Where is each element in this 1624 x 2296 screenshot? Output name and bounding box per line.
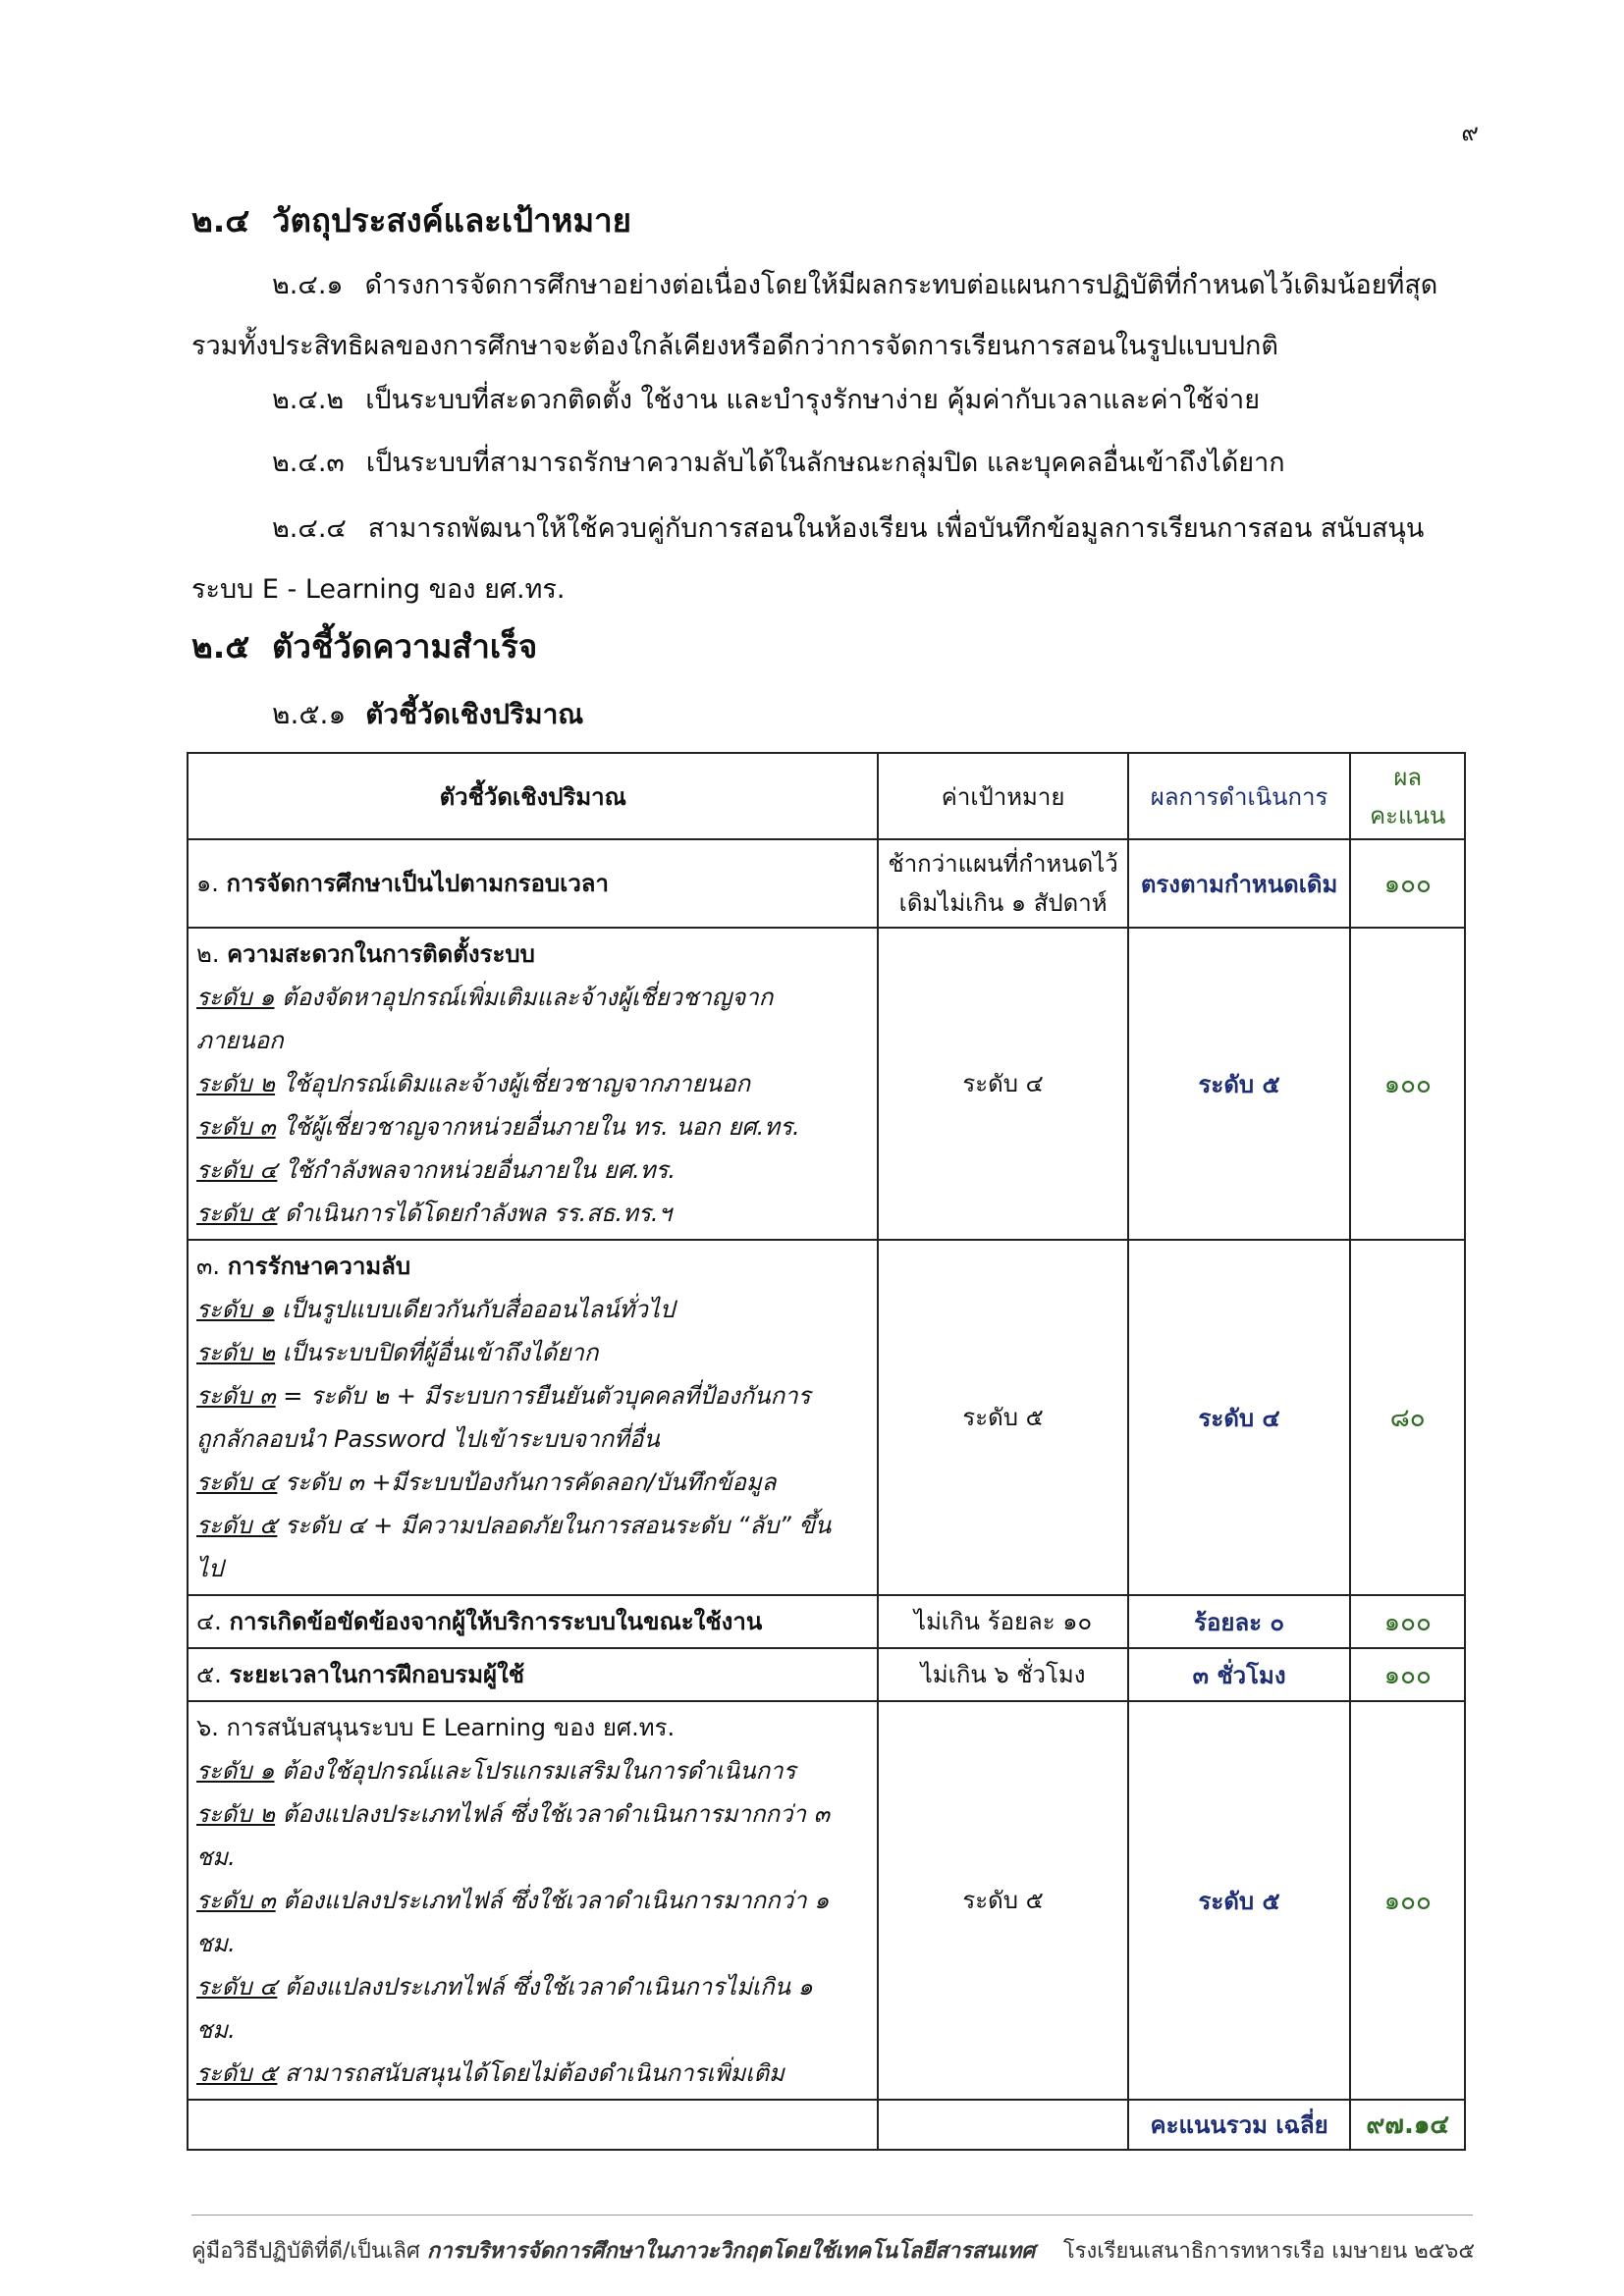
target-cell: ไม่เกิน ๖ ชั่วโมง [878, 1648, 1127, 1701]
level-label: ระดับ ๔ [196, 1156, 278, 1184]
level-line [196, 1749, 869, 1792]
item-text: เป็นระบบที่สามารถรักษาความลับได้ในลักษณะกลุ่มปิด และบุคคลอื่นเข้าถึงได้ยาก [365, 448, 1285, 478]
level-text: เป็นระบบปิดที่ผู้อื่นเข้าถึงได้ยาก [282, 1339, 599, 1366]
table-row [188, 1701, 1465, 2100]
level-label: ระดับ ๒ [196, 1339, 276, 1366]
target-line: ช้ากว่าแผนที่กำหนดไว้ [888, 850, 1118, 878]
level-line-cont: ชม. [196, 1930, 236, 1957]
item-text: ดำรงการจัดการศึกษาอย่างต่อเนื่องโดยให้มีผลกระทบต่อแผนการปฏิบัติที่กำหนดไว้เดิมน้อยที่สุด [364, 270, 1438, 300]
target-cell: ระดับ ๔ [878, 928, 1127, 1240]
footer-right: โรงเรียนเสนาธิการทหารเรือ เมษายน ๒๕๖๕ [1062, 2239, 1475, 2264]
section-number: ๒.๕ [191, 627, 250, 666]
level-label: ระดับ ๔ [196, 1468, 278, 1496]
result-cell: ระดับ ๕ [1128, 928, 1351, 1240]
score-cell: ๑๐๐ [1350, 839, 1465, 928]
header-result: ผลการดำเนินการ [1128, 753, 1351, 839]
total-score: ๙๗.๑๔ [1350, 2100, 1465, 2150]
level-label: ระดับ ๓ [196, 1382, 276, 1410]
total-label: คะแนนรวม เฉลี่ย [1128, 2100, 1351, 2150]
indicator-number: ๑. [196, 870, 219, 897]
indicator-cell [188, 1240, 878, 1595]
level-line [196, 1461, 869, 1504]
level-label: ระดับ ๔ [196, 1973, 278, 2001]
level-line [196, 1105, 869, 1148]
level-label: ระดับ ๒ [196, 1070, 276, 1097]
level-label: ระดับ ๕ [196, 1200, 278, 1227]
level-text: ใช้ผู้เชี่ยวชาญจากหน่วยอื่นภายใน ทร. นอก ยศ.ทร. [283, 1113, 800, 1141]
level-text: ต้องแปลงประเภทไฟล์ ซึ่งใช้เวลาดำเนินการมากกว่า ๓ [282, 1800, 831, 1828]
level-line [196, 1192, 869, 1235]
score-cell: ๑๐๐ [1350, 1648, 1465, 1701]
level-label: ระดับ ๓ [196, 1113, 276, 1141]
footer-manual-label: คู่มือวิธีปฏิบัติที่ดี/เป็นเลิศ [191, 2239, 420, 2264]
indicator-number: ๕. [196, 1661, 222, 1688]
score-cell: ๘๐ [1350, 1240, 1465, 1595]
level-text: สามารถสนับสนุนได้โดยไม่ต้องดำเนินการเพิ่มเติม [285, 2059, 785, 2087]
item-text-cont: ระบบ E - Learning ของ ยศ.ทร. [191, 574, 566, 605]
subsection-number: ๒.๕.๑ [272, 698, 347, 730]
objective-2-4-3 [191, 433, 1473, 494]
item-number: ๒.๔.๓ [272, 448, 345, 478]
target-cell [878, 839, 1127, 928]
section-title: วัตถุประสงค์และเป้าหมาย [272, 201, 632, 240]
item-number: ๒.๔.๔ [272, 513, 347, 544]
level-line-cont: ถูกลักลอบนำ Password ไปเข้าระบบจากที่อื่น [196, 1425, 660, 1453]
item-text: เป็นระบบที่สะดวกติดตั้ง ใช้งาน และบำรุงรักษาง่าย คุ้มค่ากับเวลาและค่าใช้จ่าย [365, 385, 1261, 415]
total-row [188, 2100, 1465, 2150]
result-cell: ๓ ชั่วโมง [1128, 1648, 1351, 1701]
level-line-cont: ภายนอก [196, 1027, 284, 1054]
score-cell: ๑๐๐ [1350, 1701, 1465, 2100]
section-heading-2-4 [191, 194, 631, 246]
header-target: ค่าเป้าหมาย [878, 753, 1127, 839]
subsection-heading-2-5-1 [272, 693, 583, 736]
score-cell: ๑๐๐ [1350, 1595, 1465, 1648]
kpi-table [187, 752, 1466, 2151]
level-text: ต้องใช้อุปกรณ์และโปรแกรมเสริมในการดำเนินการ [282, 1757, 796, 1785]
footer-left [191, 2233, 1035, 2268]
item-number: ๒.๔.๒ [272, 385, 345, 415]
objective-2-4-4 [191, 499, 1473, 620]
level-line [196, 1792, 869, 1836]
indicator-cell [188, 1595, 878, 1648]
table-row [188, 839, 1465, 928]
section-title: ตัวชี้วัดความสำเร็จ [272, 627, 538, 666]
page-number: ๙ [1461, 119, 1479, 146]
indicator-number: ๖. [196, 1714, 219, 1741]
level-line [196, 2052, 869, 2095]
indicator-cell [188, 1701, 878, 2100]
level-label: ระดับ ๓ [196, 1887, 276, 1914]
level-text: ใช้อุปกรณ์เดิมและจ้างผู้เชี่ยวชาญจากภายนอก [282, 1070, 751, 1097]
item-text: สามารถพัฒนาให้ใช้ควบคู่กับการสอนในห้องเรียน เพื่อบันทึกข้อมูลการเรียนการสอน สนับสนุน [367, 513, 1425, 544]
objective-2-4-2 [191, 370, 1473, 431]
result-cell: ระดับ ๔ [1128, 1240, 1351, 1595]
header-score: ผลคะแนน [1350, 753, 1465, 839]
target-cell: ระดับ ๕ [878, 1240, 1127, 1595]
level-label: ระดับ ๕ [196, 1512, 278, 1539]
footer-divider [191, 2215, 1473, 2216]
level-text: ต้องแปลงประเภทไฟล์ ซึ่งใช้เวลาดำเนินการมากกว่า ๑ [283, 1887, 830, 1914]
footer-manual-title: การบริหารจัดการศึกษาในภาวะวิกฤตโดยใช้เทคโนโลยีสารสนเทศ [426, 2239, 1036, 2264]
empty-cell [188, 2100, 878, 2150]
level-line [196, 1148, 869, 1192]
level-line [196, 1879, 869, 1922]
level-text: ต้องแปลงประเภทไฟล์ ซึ่งใช้เวลาดำเนินการไม่เกิน ๑ [285, 1973, 813, 2001]
result-cell: ร้อยละ ๐ [1128, 1595, 1351, 1648]
header-indicator: ตัวชี้วัดเชิงปริมาณ [188, 753, 878, 839]
level-line-cont: ไป [196, 1555, 224, 1582]
level-text: เป็นรูปแบบเดียวกันกับสื่อออนไลน์ทั่วไป [282, 1296, 676, 1323]
level-text: ดำเนินการได้โดยกำลังพล รร.สธ.ทร.ฯ [285, 1200, 672, 1227]
indicator-title: การจัดการศึกษาเป็นไปตามกรอบเวลา [226, 870, 609, 897]
table-row [188, 928, 1465, 1240]
level-text: ต้องจัดหาอุปกรณ์เพิ่มเติมและจ้างผู้เชี่ยวชาญจาก [282, 984, 774, 1011]
level-text: ระดับ ๔ + มีความปลอดภัยในการสอนระดับ “ลับ” ขึ้น [285, 1512, 832, 1539]
result-cell: ตรงตามกำหนดเดิม [1128, 839, 1351, 928]
item-text-cont: รวมทั้งประสิทธิผลของการศึกษาจะต้องใกล้เคียงหรือดีกว่าการจัดการเรียนการสอนในรูปแบบปกติ [191, 331, 1278, 361]
indicator-title: การสนับสนุนระบบ E Learning ของ ยศ.ทร. [226, 1714, 676, 1741]
level-line [196, 1374, 869, 1417]
level-line [196, 1965, 869, 2008]
item-number: ๒.๔.๑ [272, 270, 344, 300]
target-line: เดิมไม่เกิน ๑ สัปดาห์ [898, 889, 1108, 917]
empty-cell [878, 2100, 1127, 2150]
indicator-cell [188, 928, 878, 1240]
level-line [196, 1288, 869, 1331]
indicator-cell [188, 839, 878, 928]
indicator-number: ๔. [196, 1608, 222, 1635]
level-line [196, 976, 869, 1019]
level-label: ระดับ ๑ [196, 1296, 275, 1323]
level-line-cont: ชม. [196, 2016, 236, 2044]
indicator-number: ๓. [196, 1253, 221, 1280]
level-line [196, 1331, 869, 1374]
table-row [188, 1240, 1465, 1595]
level-text: ระดับ ๓ +มีระบบป้องกันการคัดลอก/บันทึกข้อมูล [285, 1468, 777, 1496]
level-label: ระดับ ๑ [196, 1757, 275, 1785]
table-row [188, 1595, 1465, 1648]
level-label: ระดับ ๑ [196, 984, 275, 1011]
level-text: = ระดับ ๒ + มีระบบการยืนยันตัวบุคคลที่ป้องกันการ [283, 1382, 811, 1410]
target-cell: ไม่เกิน ร้อยละ ๑๐ [878, 1595, 1127, 1648]
subsection-title: ตัวชี้วัดเชิงปริมาณ [365, 698, 584, 730]
result-cell: ระดับ ๕ [1128, 1701, 1351, 2100]
score-cell: ๑๐๐ [1350, 928, 1465, 1240]
indicator-title: ระยะเวลาในการฝึกอบรมผู้ใช้ [229, 1661, 525, 1688]
indicator-title: การรักษาความลับ [227, 1253, 411, 1280]
indicator-title: การเกิดข้อขัดข้องจากผู้ให้บริการระบบในขณะใช้งาน [229, 1608, 763, 1635]
level-line-cont: ชม. [196, 1843, 236, 1871]
section-heading-2-5 [191, 620, 537, 672]
target-cell: ระดับ ๕ [878, 1701, 1127, 2100]
table-header-row [188, 753, 1465, 839]
indicator-title: ความสะดวกในการติดตั้งระบบ [227, 940, 535, 968]
level-label: ระดับ ๕ [196, 2059, 278, 2087]
indicator-cell [188, 1648, 878, 1701]
level-line [196, 1062, 869, 1105]
indicator-number: ๒. [196, 940, 220, 968]
table-row [188, 1648, 1465, 1701]
level-text: ใช้กำลังพลจากหน่วยอื่นภายใน ยศ.ทร. [285, 1156, 677, 1184]
objective-2-4-1 [191, 255, 1473, 377]
level-line [196, 1504, 869, 1547]
level-label: ระดับ ๒ [196, 1800, 276, 1828]
section-number: ๒.๔ [191, 201, 250, 240]
